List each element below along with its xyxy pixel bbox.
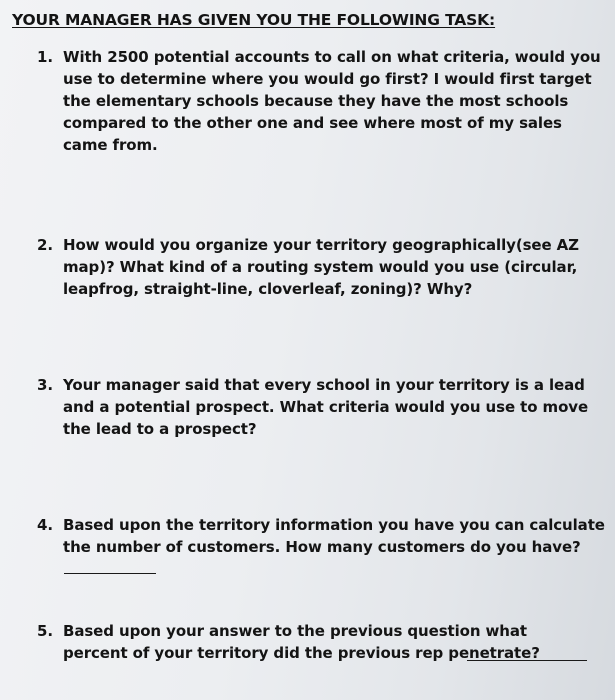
question-number: 4.: [37, 516, 53, 534]
question-4: [37, 514, 605, 558]
question-text: Your manager said that every school in your territory is a lead and a potential prospect. What criteria would you use to move the lead to a prospect?: [63, 376, 589, 438]
question-5: [37, 620, 587, 664]
question-number: 5.: [37, 622, 53, 640]
question-1: [37, 46, 605, 156]
question-number: 3.: [37, 376, 53, 394]
question-text: With 2500 potential accounts to call on what criteria, would you use to determine where you would go first? I would first target the elementary schools because they have the most schools compared to the other one and see where most of my sales came from.: [63, 48, 601, 154]
question-2: [37, 234, 605, 300]
question-number: 2.: [37, 236, 53, 254]
answer-blank-5[interactable]: [467, 660, 587, 661]
question-3: [37, 374, 605, 440]
question-text: Based upon your answer to the previous question what percent of your territory did the previous rep penetrate?: [63, 622, 540, 662]
answer-blank-4[interactable]: [64, 573, 156, 574]
question-text: How would you organize your territory geographically(see AZ map)? What kind of a routing system would you use (circular, leapfrog, straight-line, cloverleaf, zoning)? Why?: [63, 236, 579, 298]
page-title: YOUR MANAGER HAS GIVEN YOU THE FOLLOWING TASK:: [12, 11, 496, 29]
question-number: 1.: [37, 48, 53, 66]
question-text: Based upon the territory information you have you can calculate the number of customers. How many customers do you have?: [63, 516, 605, 556]
